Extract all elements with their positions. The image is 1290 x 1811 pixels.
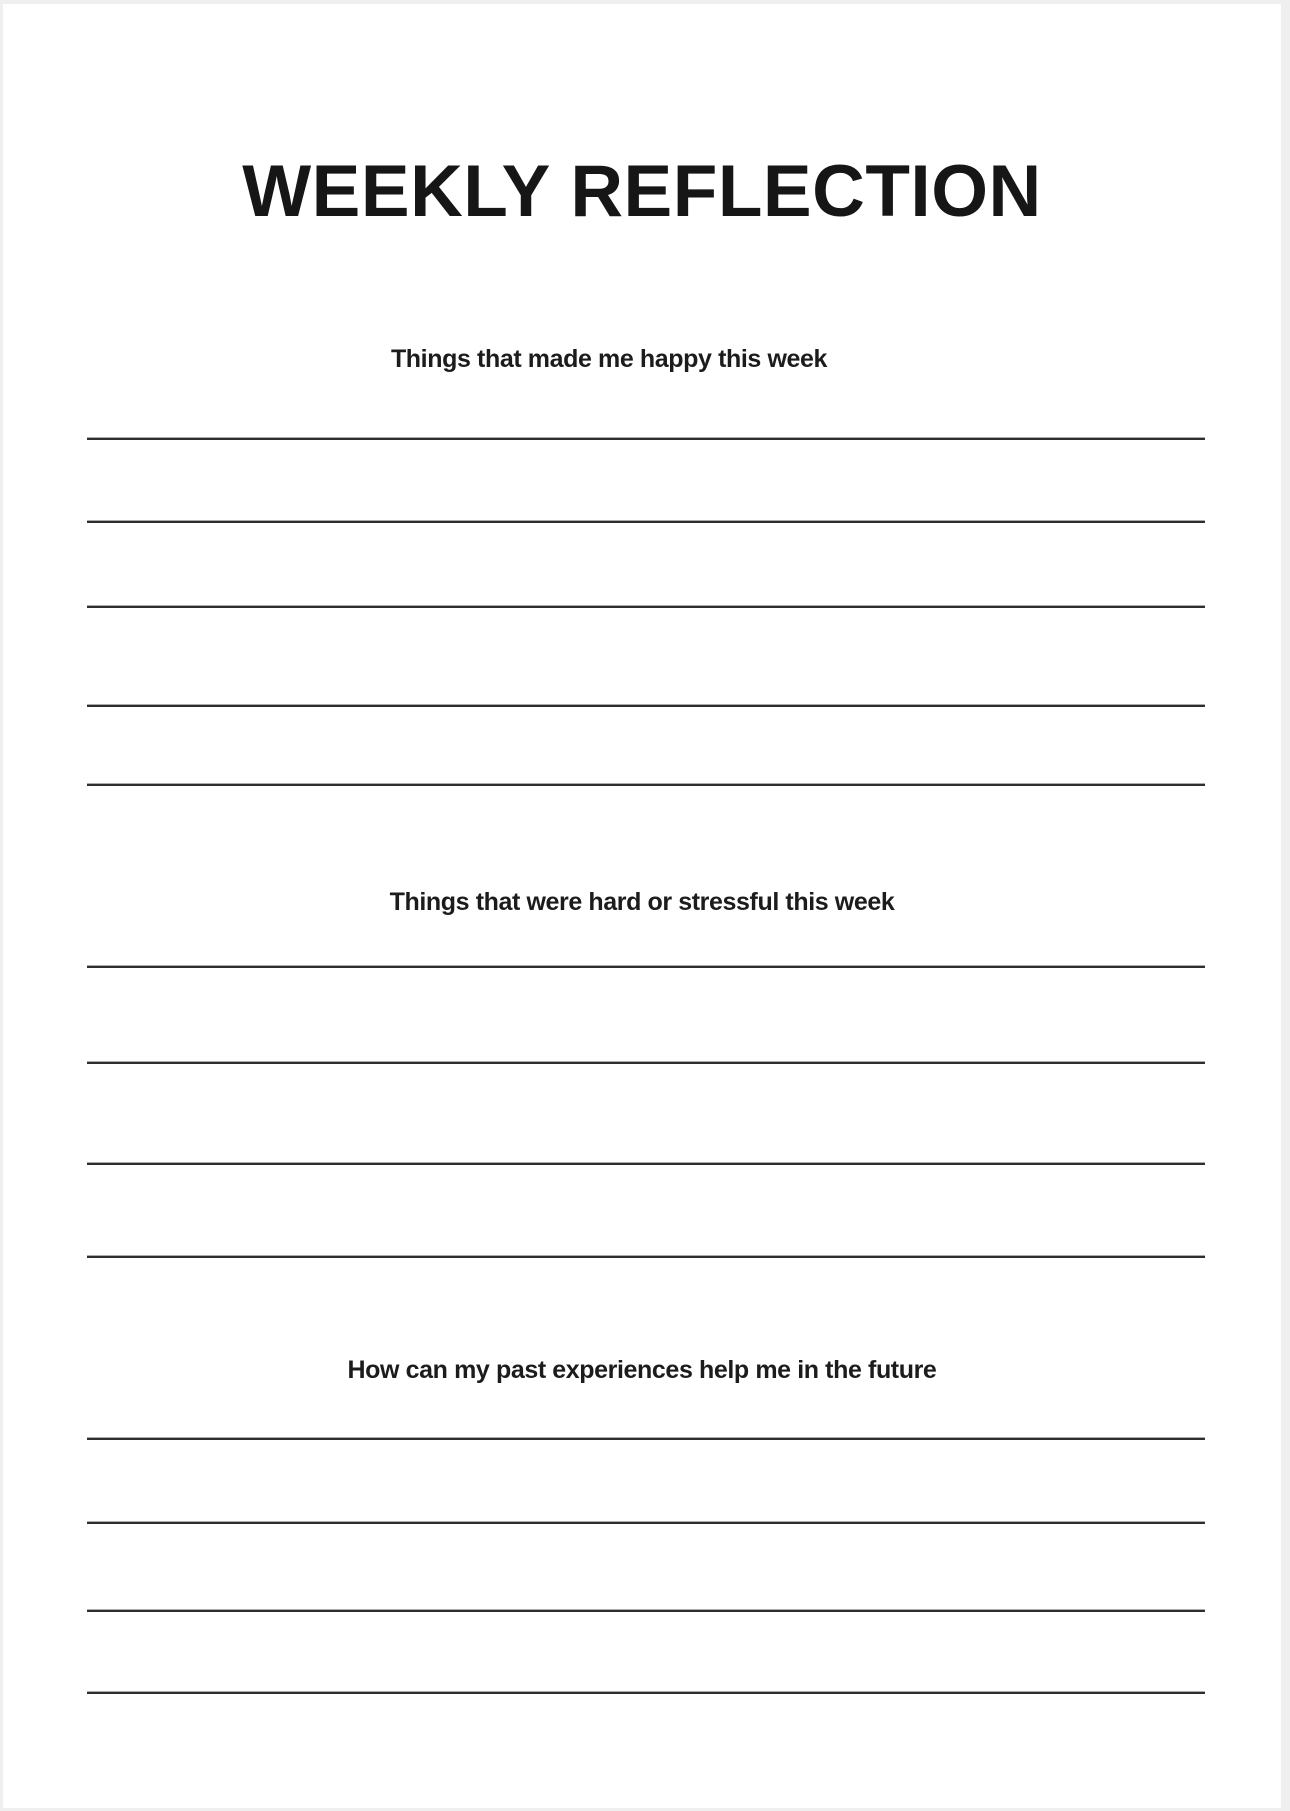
writing-line [87,704,1205,707]
writing-line [87,1255,1205,1258]
writing-line [87,1691,1205,1694]
writing-line [87,1061,1205,1064]
writing-line [87,437,1205,440]
writing-line [87,520,1205,523]
section-heading-future: How can my past experiences help me in the future [347,1356,937,1384]
writing-line [87,1521,1205,1524]
document-page [3,4,1281,1808]
writing-line [87,1437,1205,1440]
section-heading-stressful: Things that were hard or stressful this week [389,888,895,916]
writing-line [87,1162,1205,1165]
section-heading-happy: Things that made me happy this week [390,345,828,373]
writing-line [87,605,1205,608]
page-title: WEEKLY REFLECTION [242,151,1042,232]
writing-line [87,783,1205,786]
writing-line [87,965,1205,968]
writing-line [87,1609,1205,1612]
